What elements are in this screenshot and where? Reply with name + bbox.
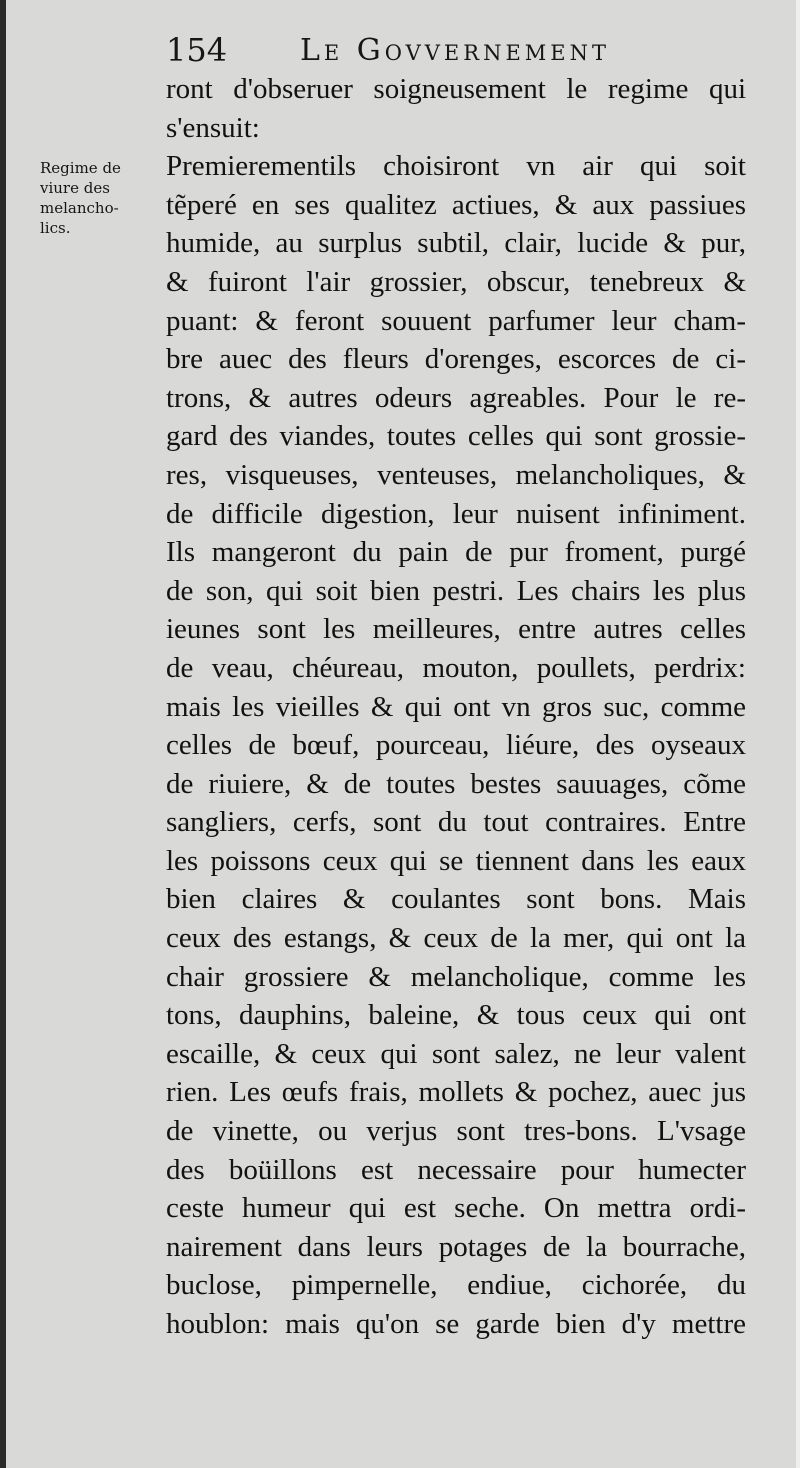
text-line: chair grossiere & melancholique, comme les [166,960,746,993]
text-line: res, visqueuses, venteuses, melancholiques, & [166,458,746,491]
marginal-note [40,158,160,238]
text-line: ceste humeur qui est seche. On mettra ordi- [166,1192,746,1225]
text-line: s'ensuit: [166,111,260,144]
text-line: de riuiere, & de toutes bestes sauuages, cõme [166,767,746,800]
text-line: tẽperé en ses qualitez actiues, & aux passiues [166,188,746,221]
text-line: des boüillons est necessaire pour humecter [166,1153,746,1186]
text-line: Premierementils choisiront vn air qui soit [166,150,746,183]
body-text [166,70,746,1344]
text-line: trons, & autres odeurs agreables. Pour le re- [166,381,746,414]
text-line: bre auec des fleurs d'orenges, escorces de ci- [166,343,746,376]
text-line: de son, qui soit bien pestri. Les chairs les plus [166,574,746,607]
text-line: buclose, pimpernelle, endiue, cichorée, du [166,1269,746,1302]
text-line: nairement dans leurs potages de la bourrache, [166,1230,746,1263]
text-line: gard des viandes, toutes celles qui sont grossie- [166,420,746,453]
text-line: de veau, chéureau, mouton, poullets, perdrix: [166,651,746,684]
text-line: humide, au surplus subtil, clair, lucide & pur, [166,227,746,260]
marginal-note-line: Regime de [40,159,121,177]
text-line: Ils mangeront du pain de pur froment, purgé [166,536,746,569]
text-line: les poissons ceux qui se tiennent dans les eaux [166,844,746,877]
text-line: ront d'obseruer soigneusement le regime qui [166,73,746,105]
text-line: sangliers, cerfs, sont du tout contraires. Entre [166,806,746,839]
text-line: puant: & feront souuent parfumer leur cham- [166,304,746,337]
text-line: bien claires & coulantes sont bons. Mais [166,883,746,916]
text-line: escaille, & ceux qui sont salez, ne leur valent [166,1037,746,1070]
text-line: houblon: mais qu'on se garde bien d'y mettre [166,1308,746,1340]
marginal-note-line: lics. [40,219,71,237]
text-line: & fuiront l'air grossier, obscur, tenebreux & [166,265,746,298]
text-line: tons, dauphins, baleine, & tous ceux qui ont [166,999,746,1032]
page-number: 154 [166,31,228,69]
marginal-note-line: viure des [40,179,110,197]
text-line: celles de bœuf, pourceau, liéure, des oyseaux [166,729,746,762]
text-line: ieunes sont les meilleures, entre autres celles [166,613,746,646]
page-header [160,24,760,70]
text-line: rien. Les œufs frais, mollets & pochez, auec jus [166,1076,746,1109]
text-line: de difficile digestion, leur nuisent infiniment. [166,497,746,530]
text-line: ceux des estangs, & ceux de la mer, qui ont la [166,922,746,955]
text-line: mais les vieilles & qui ont vn gros suc, comme [166,690,746,723]
text-line: de vinette, ou verjus sont tres-bons. L'vsage [166,1115,746,1148]
running-title: Le Govvernement [300,33,610,68]
marginal-note-line: melancho- [40,199,119,217]
